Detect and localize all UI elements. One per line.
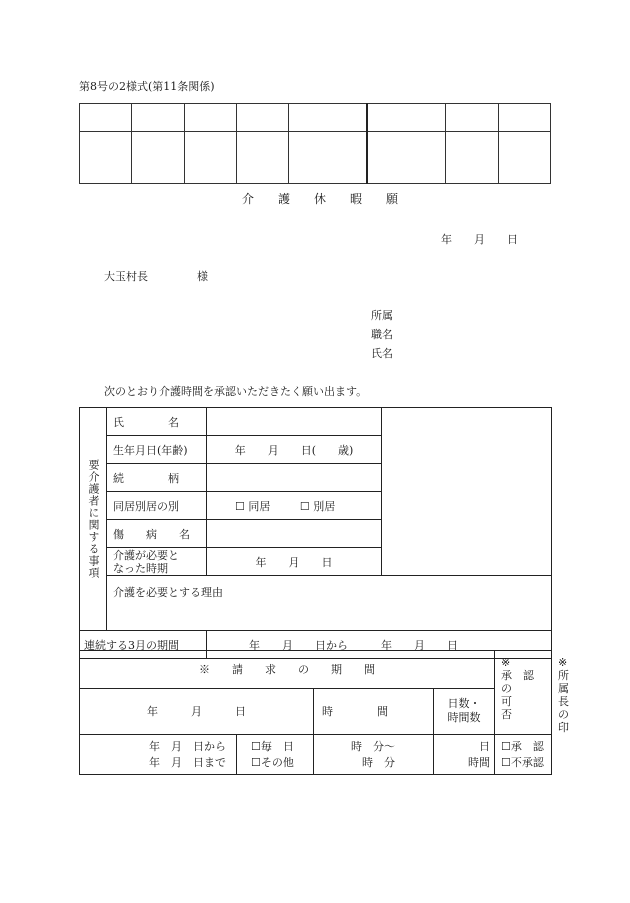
col-days-line1: 日数・ bbox=[447, 697, 481, 711]
care-section-side-label: 要介護者に関する事項 bbox=[80, 408, 107, 631]
stamp-cell bbox=[498, 132, 550, 184]
approval-label-2: 可 否 bbox=[501, 695, 546, 721]
col-days-header bbox=[434, 688, 495, 734]
care-recipient-table bbox=[79, 407, 552, 659]
date-line: 年 月 日 bbox=[441, 233, 518, 246]
period-value[interactable]: 年 月 日から 年 月 日 bbox=[207, 631, 552, 659]
col-date-header: 年 月 日 bbox=[80, 688, 314, 734]
stamp-cell bbox=[367, 132, 446, 184]
stamp-cell bbox=[446, 104, 498, 132]
cohabit-checkbox-together[interactable]: ☐ 同居 bbox=[235, 499, 271, 513]
request-date-cell[interactable] bbox=[80, 735, 237, 775]
stamp-cell bbox=[184, 132, 236, 184]
stamp-cell bbox=[498, 104, 550, 132]
time-to: 時 分 bbox=[362, 755, 395, 769]
addressee-honorific: 様 bbox=[197, 270, 208, 283]
stamp-grid bbox=[79, 103, 551, 184]
need-time-label bbox=[107, 548, 207, 576]
every-day-checkbox[interactable]: ☐毎 日 bbox=[251, 739, 294, 753]
stamp-cell bbox=[132, 104, 184, 132]
period-label: 連続する3月の期間 bbox=[80, 631, 207, 659]
care-name-value[interactable] bbox=[207, 408, 382, 436]
need-time-label-line1: 介護が必要と bbox=[113, 548, 179, 562]
relation-label: 続 柄 bbox=[107, 464, 207, 492]
time-from: 時 分～ bbox=[351, 739, 395, 753]
cohabit-checkbox-separate[interactable]: ☐ 別居 bbox=[299, 499, 336, 513]
disease-value[interactable] bbox=[207, 520, 382, 548]
care-side-blank bbox=[382, 408, 552, 576]
unit-day: 日 bbox=[479, 739, 491, 753]
name-label: 氏名 bbox=[371, 347, 393, 360]
disease-label: 傷 病 名 bbox=[107, 520, 207, 548]
approval-mark: ※ bbox=[501, 656, 511, 669]
need-time-value[interactable]: 年 月 日 bbox=[207, 548, 382, 576]
cohabit-label: 同居別居の別 bbox=[107, 492, 207, 520]
request-period-table: ※ 請 求 の 期 間 ※ 承 認 の 可 否 ※ 所属長 の 印 年 月 日 時 間 日数・ 時間数 年 月 日から 年 月 日まで ☐毎 日 ☐その他 時 分～ 時 分 日 時間 ☐承 認 ☐不承認 bbox=[79, 650, 552, 775]
disapprove-checkbox[interactable]: ☐不承認 bbox=[501, 755, 544, 769]
request-date-to: 年 月 日まで bbox=[149, 755, 226, 769]
approval-header bbox=[495, 651, 552, 735]
reason-cell[interactable] bbox=[107, 576, 552, 631]
stamp-cell bbox=[236, 104, 288, 132]
form-number: 第8号の2様式(第11条関係) bbox=[79, 80, 215, 93]
page-title: 介 護 休 暇 願 bbox=[241, 192, 398, 206]
request-date-from: 年 月 日から bbox=[149, 739, 226, 753]
stamp-cell bbox=[289, 104, 368, 132]
stamp-cell bbox=[80, 104, 132, 132]
cohabit-options bbox=[207, 492, 382, 520]
stamp-cell bbox=[184, 104, 236, 132]
approval-cell bbox=[495, 735, 552, 775]
other-checkbox[interactable]: ☐その他 bbox=[251, 755, 294, 769]
position-label: 職名 bbox=[371, 328, 393, 341]
need-time-label-line2: なった時期 bbox=[113, 561, 168, 575]
stamp-cell bbox=[446, 132, 498, 184]
care-name-label: 氏 名 bbox=[107, 408, 207, 436]
affiliation-label: 所属 bbox=[371, 309, 393, 322]
relation-value[interactable] bbox=[207, 464, 382, 492]
request-header-title: ※ 請 求 の 期 間 bbox=[80, 651, 495, 689]
approve-checkbox[interactable]: ☐承 認 bbox=[501, 739, 544, 753]
reason-label: 介護を必要とする理由 bbox=[113, 586, 223, 599]
addressee-name: 大玉村長 bbox=[104, 270, 148, 283]
stamp-cell bbox=[236, 132, 288, 184]
unit-hour: 時間 bbox=[468, 755, 491, 769]
stamp-cell bbox=[289, 132, 368, 184]
days-count-cell[interactable] bbox=[434, 735, 495, 775]
stamp-cell bbox=[367, 104, 446, 132]
dob-label: 生年月日(年齢) bbox=[107, 436, 207, 464]
col-time-header: 時 間 bbox=[314, 688, 434, 734]
dob-value[interactable]: 年 月 日( 歳) bbox=[207, 436, 382, 464]
intro-text: 次のとおり介護時間を承認いただきたく願い出ます。 bbox=[104, 385, 368, 398]
col-days-line2: 時間数 bbox=[447, 711, 481, 725]
stamp-cell bbox=[80, 132, 132, 184]
approval-label-1: 承 認 の bbox=[501, 669, 546, 695]
request-time-cell[interactable] bbox=[314, 735, 434, 775]
stamp-cell bbox=[132, 132, 184, 184]
frequency-cell bbox=[237, 735, 314, 775]
